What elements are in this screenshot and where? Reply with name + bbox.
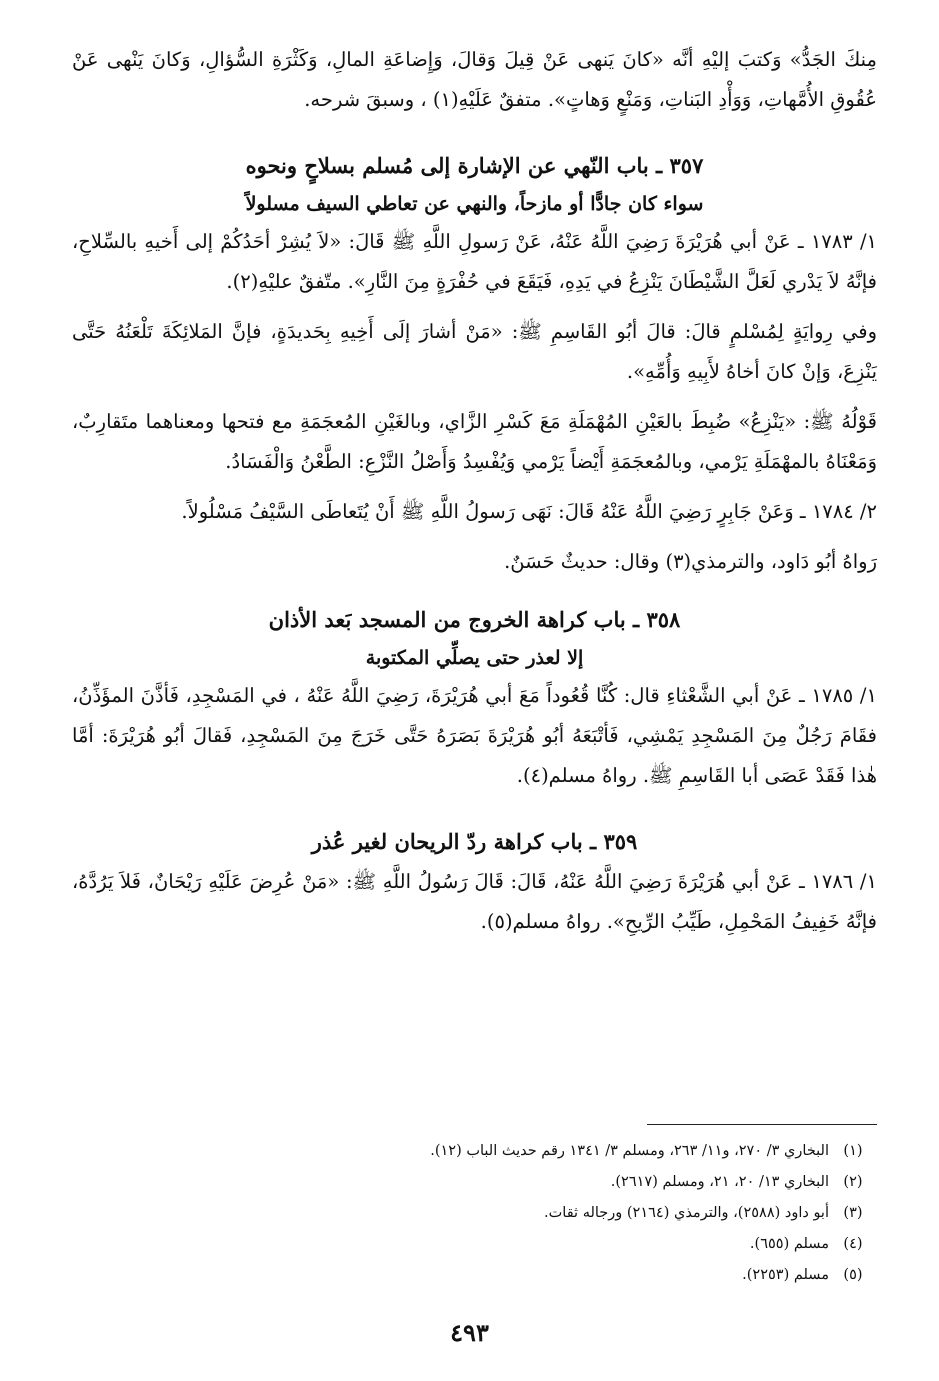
footnote-text: مسلم (٦٥٥). [749, 1236, 829, 1252]
hadith-1784: ٢/ ١٧٨٤ ـ وَعَنْ جَابِرٍ رَضِيَ اللَّهُ عَنْهُ قَالَ: نَهَى رَسولُ اللَّهِ ﷺ أَنْ يُتَعاطَى السَّيْفُ مَسْلُولاً. [181, 500, 877, 523]
muslim-narration: وفي رِوايَةٍ لِمُسْلمٍ قالَ: قالَ أبُو القَاسِمِ ﷺ: «مَنْ أشارَ إلَى أَخِيهِ بِحَديدَةٍ، فإنَّ المَلائِكَةَ تَلْعَنُهُ حَتَّى يَنْزِعَ، وَإنْ كانَ أخاهُ لأَبِيهِ وَأُمِّهِ». [72, 320, 877, 383]
footnote-item [72, 1198, 877, 1229]
footnote-item [72, 1167, 877, 1198]
footnote-number: (٢) [843, 1174, 863, 1190]
explanation-paragraph: قَوْلُهُ ﷺ: «يَنْزِعُ» ضُبِطَ بالعَيْنِ المُهْمَلَةِ مَعَ كَسْرِ الزَّاي، وبالغَيْنِ المُعجَمَةِ مع فتحها ومعناهما متَقارِبٌ، وَمَعْنَاهُ بالمهْمَلَةِ يَرْمي، وبالمُعجَمَةِ أَيْضاً يَرْمي وَيُفْسِدُ وَأَصْلُ النَّزْعِ: الطَّعْنُ وَالْفَسَادُ. [72, 410, 877, 473]
hadith-1785: ١/ ١٧٨٥ ـ عَنْ أبي الشَّعْثاءِ قال: كُنَّا قُعُوداً مَعَ أبي هُرَيْرَةَ، رَضِيَ اللَّهُ عَنْهُ ، في المَسْجِدِ، فَأذَّنَ المؤَذِّنُ، فقَامَ رَجُلٌ مِنَ المَسْجِدِ يَمْشِي، فَأتْبَعَهُ أبُو هُرَيْرَةَ بَصَرَهُ حَتَّى خَرَجَ مِنَ المَسْجِدِ، فَقالَ أبُو هُرَيْرَةَ: أمَّا هٰذا فَقَدْ عَصَى أبا القَاسِمِ ﷺ. رواهُ مسلم(٤). [72, 684, 877, 787]
page-number: ٤٩٣ [450, 1318, 489, 1347]
hadith-1783: ١/ ١٧٨٣ ـ عَنْ أبي هُرَيْرَةَ رَضِيَ اللَّهُ عَنْهُ، عَنْ رَسولِ اللَّهِ ﷺ قَالَ: «لاَ يُشِرْ أحَدُكُمْ إلى أَخيهِ بالسِّلاحِ، فإنَّهُ لاَ يَدْري لَعَلَّ الشَّيْطَانَ يَنْزِعُ في يَدِهِ، فَيَقَعَ في حُفْرَةٍ مِنَ النَّارِ». متّفقٌ عليْهِ(٢). [72, 230, 877, 293]
footnote-divider [647, 1124, 877, 1125]
footnote-number: (١) [843, 1143, 863, 1159]
hadith-1786: ١/ ١٧٨٦ ـ عَنْ أبي هُرَيْرَةَ رَضِيَ اللَّهُ عَنْهُ، قَالَ: قَالَ رَسُولُ اللَّهِ ﷺ: «مَنْ عُرِضَ عَلَيْهِ رَيْحَانٌ، فَلاَ يَرُدَّهُ، فإنَّهُ خَفِيفُ المَحْمِلِ، طَيِّبُ الرِّيحِ». رواهُ مسلم(٥). [72, 870, 877, 933]
chapter-357-heading: ٣٥٧ ـ باب النّهي عن الإشارة إلى مُسلم بسلاحٍ ونحوه [245, 153, 704, 178]
chapter-359-heading: ٣٥٩ ـ باب كراهة ردّ الريحان لغير عُذر [311, 829, 638, 854]
footnote-text: البخاري ٣/ ٢٧٠، و١١/ ٢٦٣، ومسلم ٣/ ١٣٤١ رقم حديث الباب (١٢). [430, 1143, 829, 1159]
footnote-item [72, 1136, 877, 1167]
chapter-358-heading: ٣٥٨ ـ باب كراهة الخروج من المسجد بَعد الأذان [268, 607, 681, 632]
footnote-number: (٥) [843, 1267, 863, 1283]
intro-paragraph: مِنكَ الجَدُّ» وَكتبَ إليْهِ أنَّه «كانَ يَنهى عَنْ قِيلَ وَقالَ، وَإِضاعَةِ المالِ، وَكَثْرَةِ السُّؤالِ، وَكانَ يَنْهى عَنْ عُقُوقِ الأُمَّهاتِ، وَوَأْدِ البَناتِ، وَمَنْعٍ وَهاتٍ». متفقٌ عَلَيْهِ(١) ، وسبقَ شرحه. [72, 48, 877, 111]
chapter-358-subheading: إلا لعذر حتى يصلِّي المكتوبة [365, 647, 584, 669]
footnote-item [72, 1229, 877, 1260]
footnote-text: البخاري ١٣/ ٢٠، ٢١، ومسلم (٢٦١٧). [610, 1174, 829, 1190]
footnote-item [72, 1260, 877, 1291]
footnote-text: أبو داود (٢٥٨٨)، والترمذي (٢١٦٤) ورجاله ثقات. [544, 1205, 829, 1221]
hadith-1784-source: رَواهُ أبُو دَاود، والترمذي(٣) وقال: حديثٌ حَسَنٌ. [504, 550, 877, 573]
chapter-357-subheading: سواء كان جادًّا أو مازحاً، والنهي عن تعاطي السيف مسلولاً [245, 193, 704, 215]
footnotes [72, 1136, 877, 1291]
footnote-number: (٣) [843, 1205, 863, 1221]
footnote-number: (٤) [843, 1236, 863, 1252]
footnote-text: مسلم (٢٢٥٣). [742, 1267, 829, 1283]
